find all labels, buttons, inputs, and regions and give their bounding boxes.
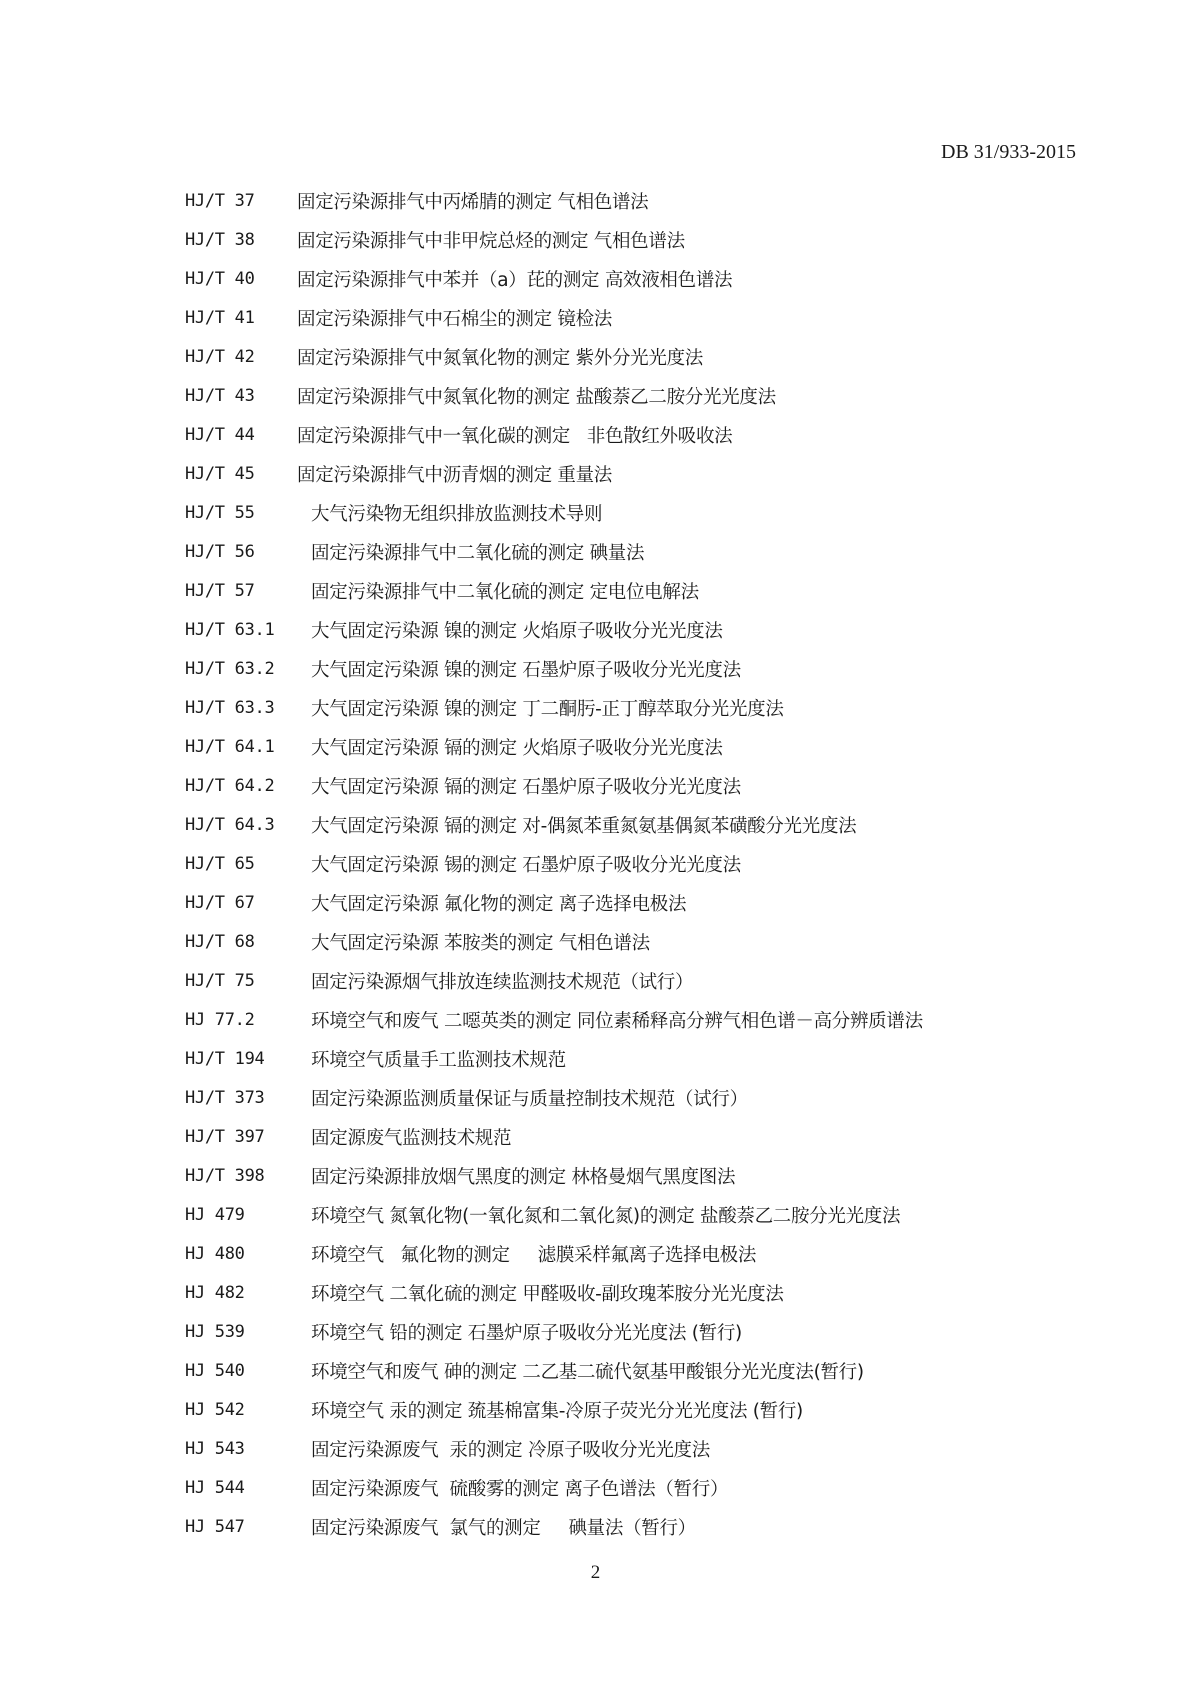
- standard-title: 环境空气 汞的测定 巯基棉富集-冷原子荧光分光光度法 (暂行): [311, 1400, 803, 1422]
- standard-title: 固定污染源排气中一氧化碳的测定 非色散红外吸收法: [297, 425, 733, 447]
- standard-title: 固定污染源排气中丙烯腈的测定 气相色谱法: [297, 191, 649, 213]
- standard-code: HJ/T 67: [185, 892, 255, 913]
- standard-code: HJ/T 42: [185, 346, 255, 367]
- standard-code: HJ/T 55: [185, 502, 255, 523]
- standard-code: HJ/T 65: [185, 853, 255, 874]
- standard-title: 固定污染源废气 氯气的测定 碘量法（暂行）: [311, 1517, 696, 1539]
- standard-row: [185, 610, 1085, 649]
- standard-title: 大气固定污染源 氟化物的测定 离子选择电极法: [311, 893, 687, 915]
- standard-title: 固定污染源烟气排放连续监测技术规范（试行）: [311, 971, 694, 993]
- standard-title: 固定污染源排气中氮氧化物的测定 盐酸萘乙二胺分光光度法: [297, 386, 776, 408]
- standard-code: HJ 539: [185, 1321, 245, 1342]
- standard-row: [185, 688, 1085, 727]
- standard-row: [185, 571, 1085, 610]
- standard-title: 大气固定污染源 苯胺类的测定 气相色谱法: [311, 932, 650, 954]
- standard-title: 固定污染源排气中氮氧化物的测定 紫外分光光度法: [297, 347, 703, 369]
- standard-code: HJ 480: [185, 1243, 245, 1264]
- standard-code: HJ 479: [185, 1204, 245, 1225]
- standard-title: 大气固定污染源 镍的测定 石墨炉原子吸收分光光度法: [311, 659, 741, 681]
- page-number: 2: [590, 1562, 601, 1583]
- standard-code: HJ/T 64.3: [185, 814, 275, 835]
- standard-code: HJ/T 56: [185, 541, 255, 562]
- standard-row: [185, 1429, 1085, 1468]
- standard-row: [185, 1117, 1085, 1156]
- standard-title: 固定污染源排气中二氧化硫的测定 定电位电解法: [311, 581, 699, 603]
- standard-title: 大气固定污染源 镍的测定 火焰原子吸收分光光度法: [311, 620, 723, 642]
- standard-title: 固定污染源排气中沥青烟的测定 重量法: [297, 464, 612, 486]
- standard-code: HJ/T 194: [185, 1048, 265, 1069]
- standard-title: 大气固定污染源 镉的测定 对-偶氮苯重氮氨基偶氮苯磺酸分光光度法: [311, 815, 857, 837]
- standard-title: 环境空气和废气 砷的测定 二乙基二硫代氨基甲酸银分光光度法(暂行): [311, 1361, 864, 1383]
- standard-code: HJ 544: [185, 1477, 245, 1498]
- standard-row: [185, 376, 1085, 415]
- standard-row: [185, 1078, 1085, 1117]
- standard-row: [185, 493, 1085, 532]
- standard-row: [185, 181, 1085, 220]
- standard-row: [185, 1234, 1085, 1273]
- standard-row: [185, 727, 1085, 766]
- standard-title: 固定污染源排气中苯并（a）芘的测定 高效液相色谱法: [297, 269, 733, 291]
- standard-code: HJ/T 43: [185, 385, 255, 406]
- standard-row: [185, 805, 1085, 844]
- standard-code: HJ/T 57: [185, 580, 255, 601]
- standard-title: 环境空气 氟化物的测定 滤膜采样氟离子选择电极法: [311, 1244, 757, 1266]
- standard-row: [185, 454, 1085, 493]
- standard-code: HJ 547: [185, 1516, 245, 1537]
- standard-title: 环境空气 铅的测定 石墨炉原子吸收分光光度法 (暂行): [311, 1322, 742, 1344]
- standard-title: 大气固定污染源 镉的测定 火焰原子吸收分光光度法: [311, 737, 723, 759]
- standard-code: HJ/T 64.2: [185, 775, 275, 796]
- standard-row: [185, 649, 1085, 688]
- standard-code: HJ 540: [185, 1360, 245, 1381]
- standard-code: HJ/T 64.1: [185, 736, 275, 757]
- standard-code: HJ/T 45: [185, 463, 255, 484]
- standard-row: [185, 1273, 1085, 1312]
- standard-title: 固定污染源监测质量保证与质量控制技术规范（试行）: [311, 1088, 748, 1110]
- standard-title: 环境空气质量手工监测技术规范: [311, 1049, 566, 1071]
- standard-code: HJ/T 63.3: [185, 697, 275, 718]
- standard-title: 大气固定污染源 镍的测定 丁二酮肟-正丁醇萃取分光光度法: [311, 698, 784, 720]
- standard-title: 环境空气和废气 二噁英类的测定 同位素稀释高分辨气相色谱－高分辨质谱法: [311, 1010, 923, 1032]
- standard-code: HJ/T 41: [185, 307, 255, 328]
- standard-code: HJ/T 398: [185, 1165, 265, 1186]
- standard-code: HJ/T 63.2: [185, 658, 275, 679]
- standard-code: HJ/T 37: [185, 190, 255, 211]
- standard-row: [185, 1195, 1085, 1234]
- standard-row: [185, 415, 1085, 454]
- standards-list: [185, 181, 1085, 1546]
- standard-row: [185, 844, 1085, 883]
- standard-row: [185, 1312, 1085, 1351]
- standard-code: HJ/T 397: [185, 1126, 265, 1147]
- standard-row: [185, 1468, 1085, 1507]
- standard-code: HJ 482: [185, 1282, 245, 1303]
- standard-title: 固定污染源排气中二氧化硫的测定 碘量法: [311, 542, 645, 564]
- standard-row: [185, 337, 1085, 376]
- standard-row: [185, 883, 1085, 922]
- standard-title: 大气污染物无组织排放监测技术导则: [311, 503, 603, 525]
- standard-code: HJ/T 68: [185, 931, 255, 952]
- standard-title: 环境空气 氮氧化物(一氧化氮和二氧化氮)的测定 盐酸萘乙二胺分光光度法: [311, 1205, 901, 1227]
- standard-row: [185, 1000, 1085, 1039]
- standard-code: HJ/T 373: [185, 1087, 265, 1108]
- standard-title: 环境空气 二氧化硫的测定 甲醛吸收-副玫瑰苯胺分光光度法: [311, 1283, 784, 1305]
- standard-code: HJ/T 44: [185, 424, 255, 445]
- standard-title: 固定源废气监测技术规范: [311, 1127, 512, 1149]
- standard-code: HJ/T 40: [185, 268, 255, 289]
- standard-title: 大气固定污染源 锡的测定 石墨炉原子吸收分光光度法: [311, 854, 741, 876]
- standard-title: 固定污染源排气中石棉尘的测定 镜检法: [297, 308, 612, 330]
- standard-row: [185, 1390, 1085, 1429]
- standard-title: 固定污染源排气中非甲烷总烃的测定 气相色谱法: [297, 230, 685, 252]
- standard-title: 固定污染源废气 硫酸雾的测定 离子色谱法（暂行）: [311, 1478, 729, 1500]
- standard-row: [185, 1156, 1085, 1195]
- standard-code: HJ/T 63.1: [185, 619, 275, 640]
- standard-row: [185, 298, 1085, 337]
- standard-code: HJ 543: [185, 1438, 245, 1459]
- standard-row: [185, 961, 1085, 1000]
- standard-title: 大气固定污染源 镉的测定 石墨炉原子吸收分光光度法: [311, 776, 741, 798]
- standard-code: HJ/T 75: [185, 970, 255, 991]
- standard-row: [185, 220, 1085, 259]
- standard-code: HJ 77.2: [185, 1009, 255, 1030]
- document-id-header: DB 31/933-2015: [941, 141, 1076, 163]
- standard-row: [185, 1039, 1085, 1078]
- standard-title: 固定污染源排放烟气黑度的测定 林格曼烟气黑度图法: [311, 1166, 736, 1188]
- standard-row: [185, 1351, 1085, 1390]
- standard-code: HJ 542: [185, 1399, 245, 1420]
- standard-row: [185, 259, 1085, 298]
- standard-row: [185, 766, 1085, 805]
- standard-row: [185, 922, 1085, 961]
- standard-code: HJ/T 38: [185, 229, 255, 250]
- standard-row: [185, 532, 1085, 571]
- standard-title: 固定污染源废气 汞的测定 冷原子吸收分光光度法: [311, 1439, 710, 1461]
- standard-row: [185, 1507, 1085, 1546]
